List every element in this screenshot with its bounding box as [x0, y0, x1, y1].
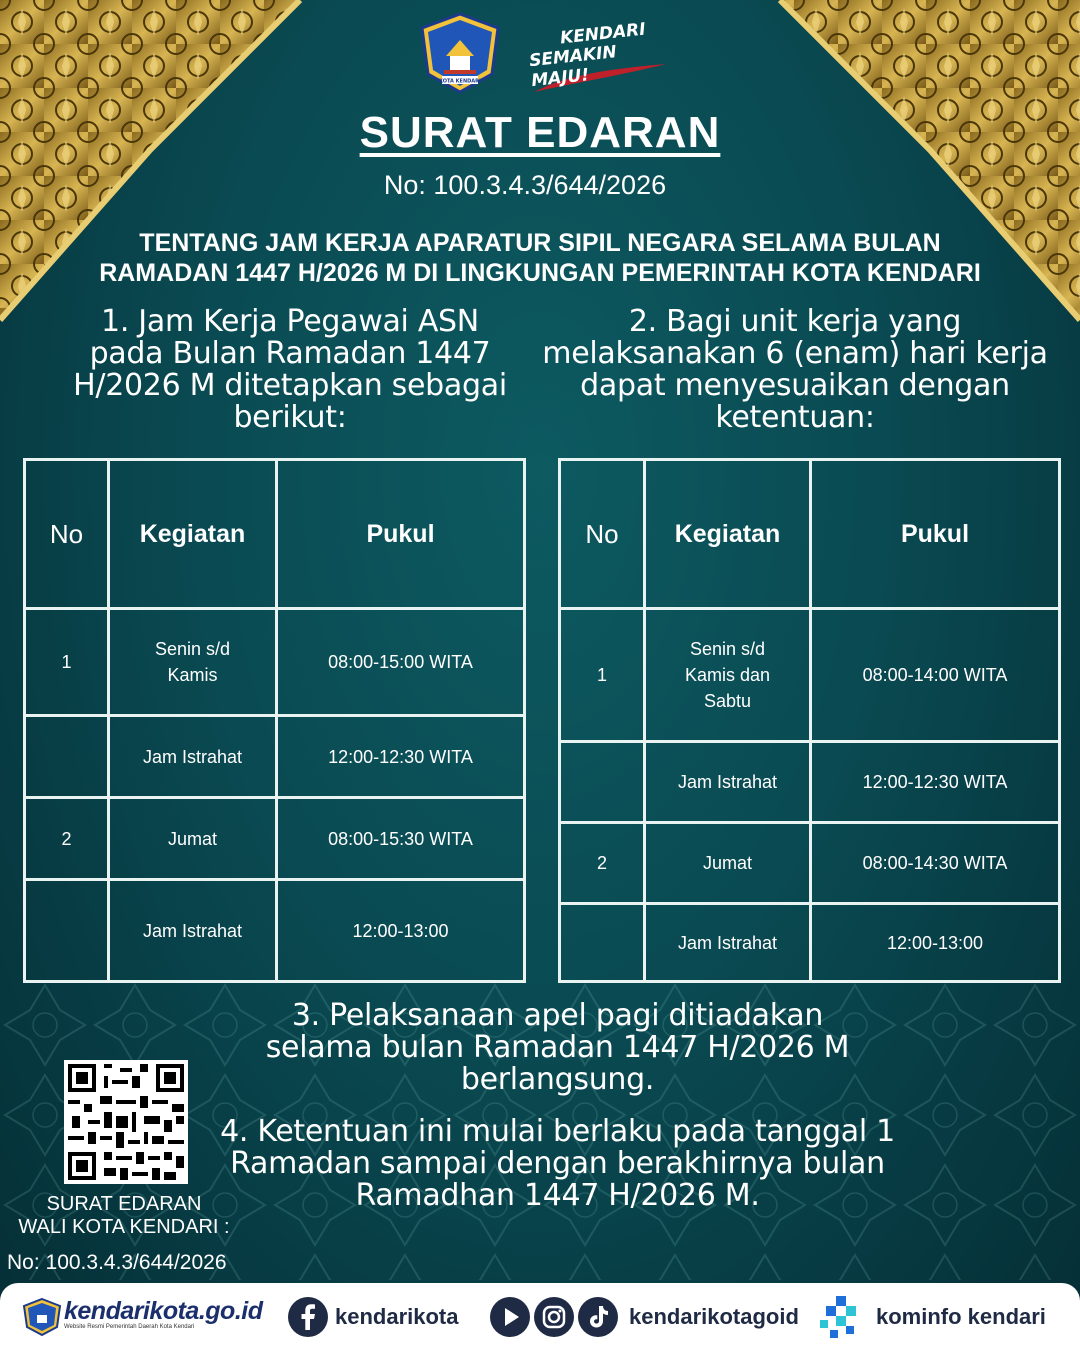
qr-caption: SURAT EDARAN WALI KOTA KENDARI : — [18, 1193, 230, 1238]
slogan-line2: SEMAKIN MAJU! — [528, 42, 618, 92]
tiktok-icon[interactable] — [577, 1296, 619, 1338]
table-row: 1 Senin s/d Kamis 08:00-15:00 WITA — [25, 609, 525, 716]
point-4: 4. Ketentuan ini mulai berlaku pada tanggal 1 Ramadan sampai dengan berakhirnya bulan Ramadhan 1447 H/2026 M. — [220, 1114, 895, 1213]
instagram-icon[interactable] — [533, 1296, 575, 1338]
table-row: Jam Istrahat 12:00-12:30 WITA — [25, 716, 525, 798]
footer-bar — [0, 1283, 1080, 1351]
header-no: No — [25, 460, 109, 609]
header-kegiatan: Kegiatan — [645, 460, 811, 609]
header-no: No — [560, 460, 645, 609]
qr-code-icon[interactable] — [64, 1060, 188, 1184]
social-links[interactable]: kendarikotagoid — [489, 1283, 799, 1351]
kominfo-link[interactable]: kominfo kendari — [818, 1283, 1046, 1351]
website-link[interactable]: kendarikota.go.id Website Resmi Pemerintah Daerah Kota Kendari — [64, 1297, 263, 1330]
document-number: No: 100.3.4.3/644/2026 — [383, 170, 667, 200]
document-subject: TENTANG JAM KERJA APARATUR SIPIL NEGARA SELAMA BULAN RAMADAN 1447 H/2026 M DI LINGKUNGAN PEMERINTAH KOTA KENDARI — [99, 229, 981, 287]
table-row: Jam Istrahat 12:00-12:30 WITA — [560, 742, 1060, 823]
kota-kendari-small-emblem-icon — [22, 1297, 62, 1337]
header-logos — [0, 6, 1080, 96]
facebook-icon — [287, 1296, 329, 1338]
table-row: 1 Senin s/d Kamis dan Sabtu 08:00-14:00 WITA — [560, 609, 1060, 742]
point-1: 1. Jam Kerja Pegawai ASN pada Bulan Ramadan 1447 H/2026 M ditetapkan sebagai berikut: — [73, 304, 507, 435]
document-title: SURAT EDARAN — [359, 108, 721, 157]
point-2: 2. Bagi unit kerja yang melaksanakan 6 (enam) hari kerja dapat menyesuaikan dengan ketentuan: — [542, 304, 1048, 435]
point-3: 3. Pelaksanaan apel pagi ditiadakan selama bulan Ramadan 1447 H/2026 M berlangsung. — [265, 998, 850, 1097]
youtube-icon[interactable] — [489, 1296, 531, 1338]
header-pukul: Pukul — [811, 460, 1060, 609]
schedule-table-5-days — [23, 458, 526, 983]
kominfo-logo-icon — [818, 1294, 864, 1340]
table-row: 2 Jumat 08:00-14:30 WITA — [560, 823, 1060, 904]
table-row: 2 Jumat 08:00-15:30 WITA — [25, 798, 525, 880]
header-kegiatan: Kegiatan — [109, 460, 277, 609]
header-pukul: Pukul — [277, 460, 525, 609]
emblem-label: KOTA KENDARI — [439, 78, 481, 85]
slogan-logo — [528, 19, 668, 94]
facebook-link[interactable]: kendarikota — [287, 1283, 459, 1351]
slogan-line1: KENDARI — [559, 19, 647, 49]
table-row: Jam Istrahat 12:00-13:00 — [560, 904, 1060, 982]
schedule-table-6-days — [558, 458, 1061, 983]
table-row: Jam Istrahat 12:00-13:00 — [25, 880, 525, 982]
qr-caption-number: No: 100.3.4.3/644/2026 — [7, 1251, 227, 1274]
kota-kendari-emblem-icon — [418, 12, 502, 94]
